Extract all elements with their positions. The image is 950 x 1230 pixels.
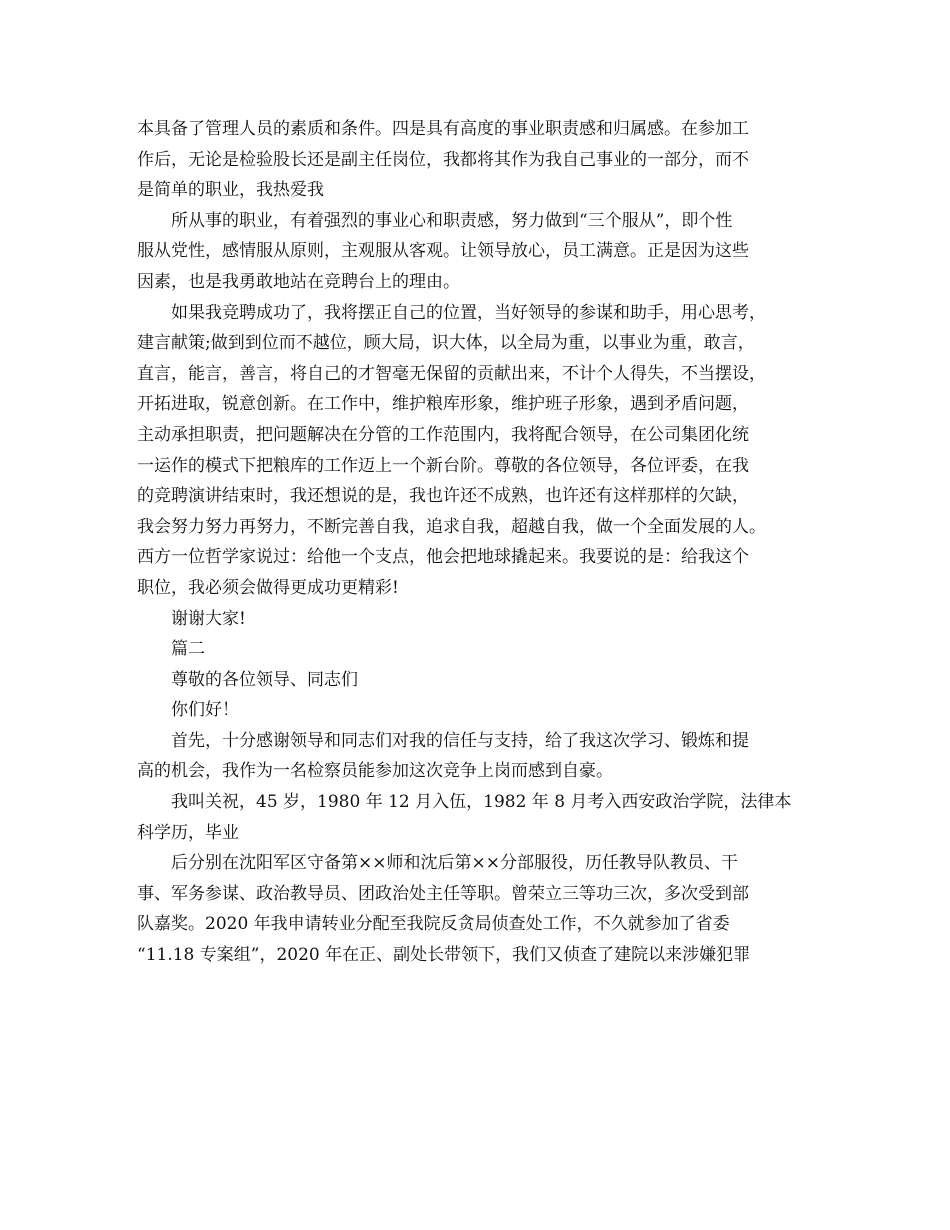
text-line: 本具备了管理人员的素质和条件。四是具有高度的事业职责感和归属感。在参加工 — [137, 119, 749, 139]
text-line: 直言，能言，善言，将自己的才智毫无保留的贡献出来，不计个人得失，不当摆设， — [137, 363, 766, 384]
text-line: 开拓进取，锐意创新。在工作中，维护粮库形象，维护班子形象，遇到矛盾问题， — [137, 394, 749, 415]
text-line: 的竞聘演讲结束时，我还想说的是，我也许还不成熟，也许还有这样那样的欠缺， — [137, 486, 749, 507]
text-line: “11.18 专案组”，2020 年在正、副处长带领下，我们又侦查了建院以来涉嫌犯罪 — [137, 945, 751, 966]
text-line: 是简单的职业，我热爱我 — [137, 180, 324, 201]
text-line: 我会努力努力再努力，不断完善自我，追求自我，超越自我，做一个全面发展的人。 — [137, 516, 766, 537]
text-line: 科学历，毕业 — [137, 822, 239, 843]
text-line: 高的机会，我作为一名检察员能参加这次竞争上岗而感到自豪。 — [137, 761, 613, 782]
text-line: 作后，无论是检验股长还是副主任岗位，我都将其作为我自己事业的一部分，而不 — [137, 149, 749, 170]
text-line: 一运作的模式下把粮库的工作迈上一个新台阶。尊敬的各位领导，各位评委，在我 — [137, 455, 749, 476]
document-body — [137, 114, 827, 971]
text-line: 西方一位哲学家说过：给他一个支点，他会把地球撬起来。我要说的是：给我这个 — [137, 547, 749, 568]
text-line: 建言献策;做到到位而不越位，顾大局，识大体，以全局为重，以事业为重，敢言， — [137, 333, 755, 354]
text-line: 服从党性，感情服从原则，主观服从客观。让领导放心，员工满意。正是因为这些 — [137, 241, 749, 262]
text-line: 后分别在沈阳军区守备第××师和沈后第××分部服役，历任教导队教员、干 — [171, 853, 738, 874]
text-line: 职位，我必须会做得更成功更精彩! — [137, 577, 399, 598]
text-line: 尊敬的各位领导、同志们 — [171, 669, 358, 690]
text-line: 主动承担职责，把问题解决在分管的工作范围内，我将配合领导，在公司集团化统 — [137, 424, 749, 445]
text-line: 如果我竞聘成功了，我将摆正自己的位置，当好领导的参谋和助手，用心思考， — [171, 302, 766, 323]
text-line: 我叫关祝，45 岁，1980 年 12 月入伍，1982 年 8 月考入西安政治学院，法律本 — [171, 792, 792, 813]
text-line: 首先，十分感谢领导和同志们对我的信任与支持，给了我这次学习、锻炼和提 — [171, 730, 749, 751]
text-line: 所从事的职业，有着强烈的事业心和职责感，努力做到“三个服从”，即个性 — [171, 210, 733, 231]
text-line: 事、军务参谋、政治教导员、团政治处主任等职。曾荣立三等功三次，多次受到部 — [137, 883, 749, 904]
text-line: 因素，也是我勇敢地站在竞聘台上的理由。 — [137, 271, 460, 292]
text-line: 你们好！ — [171, 700, 239, 721]
text-line: 篇二 — [171, 639, 205, 660]
text-line: 队嘉奖。2020 年我申请转业分配至我院反贪局侦查处工作，不久就参加了省委 — [137, 914, 730, 935]
text-line: 谢谢大家! — [171, 608, 246, 629]
